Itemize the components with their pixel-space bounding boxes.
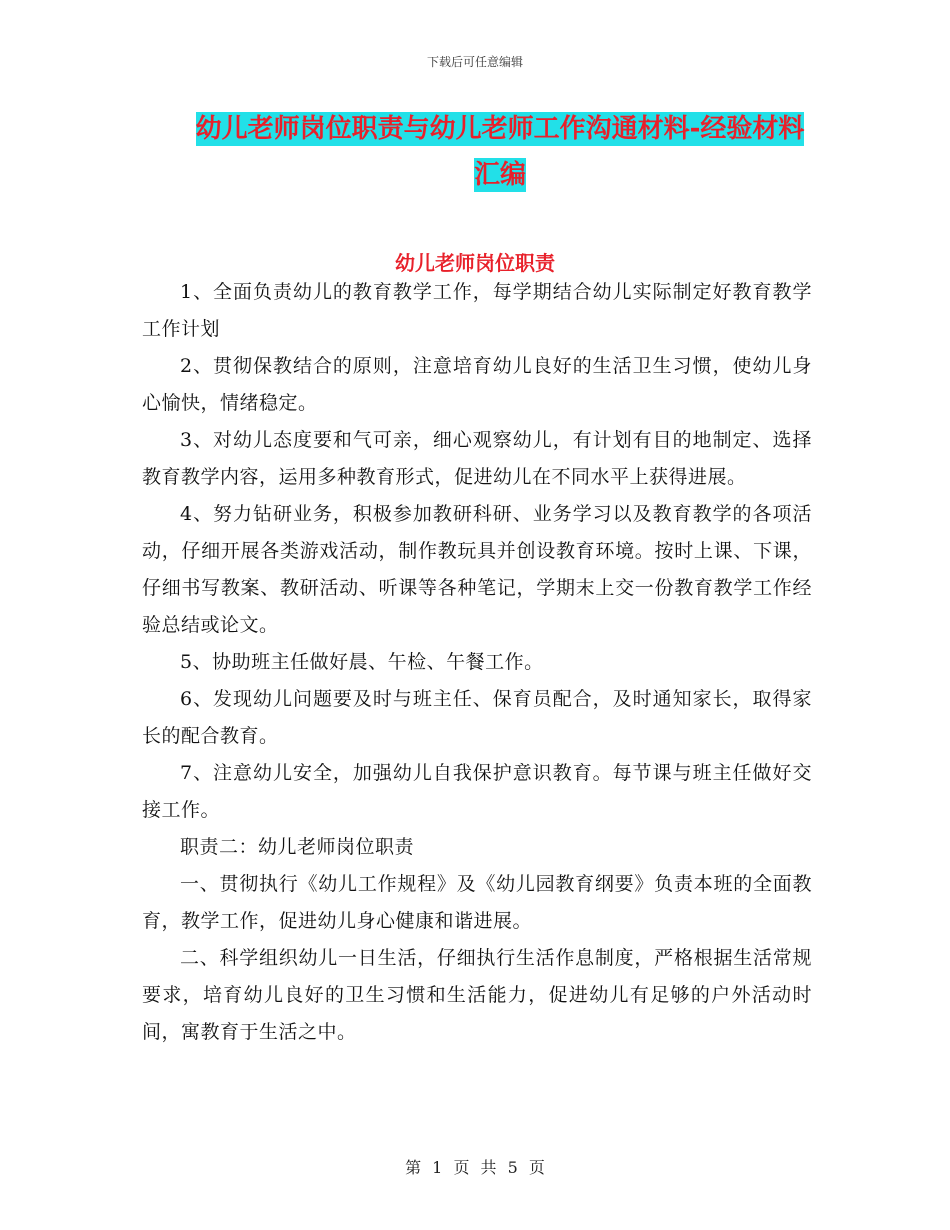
paragraph-6: 6、发现幼儿问题要及时与班主任、保育员配合，及时通知家长，取得家长的配合教育。: [142, 688, 812, 747]
paragraph-4: 4、努力钻研业务，积极参加教研科研、业务学习以及教育教学的各项活动，仔细开展各类游戏活动，制作教玩具并创设教育环境。按时上课、下课，仔细书写教案、教研活动、听课等各种笔记，学期末上交一份教育教学工作经验总结或论文。: [142, 503, 812, 636]
paragraph-10: 二、科学组织幼儿一日生活，仔细执行生活作息制度，严格根据生活常规要求，培育幼儿良好的卫生习惯和生活能力，促进幼儿有足够的户外活动时间，寓教育于生活之中。: [142, 947, 812, 1043]
paragraph-2: 2、贯彻保教结合的原则，注意培育幼儿良好的生活卫生习惯，使幼儿身心愉快，情绪稳定。: [142, 355, 812, 414]
paragraph-1: 1、全面负责幼儿的教育教学工作，每学期结合幼儿实际制定好教育教学工作计划: [142, 281, 812, 340]
paragraph-7: 7、注意幼儿安全，加强幼儿自我保护意识教育。每节课与班主任做好交接工作。: [142, 762, 812, 821]
page-number: 第 1 页 共 5 页: [405, 1158, 545, 1177]
header-note: 下载后可任意编辑: [426, 55, 523, 69]
document-title: [130, 106, 870, 198]
paragraph-8: 职责二：幼儿老师岗位职责: [180, 836, 415, 858]
document-title-line-1: 幼儿老师岗位职责与幼儿老师工作沟通材料-经验材料: [195, 114, 805, 144]
paragraph-5: 5、协助班主任做好晨、午检、午餐工作。: [180, 651, 544, 673]
paragraph-3: 3、对幼儿态度要和气可亲，细心观察幼儿，有计划有目的地制定、选择教育教学内容，运用多种教育形式，促进幼儿在不同水平上获得进展。: [142, 429, 812, 488]
section-title: 幼儿老师岗位职责: [395, 251, 555, 275]
document-title-line-2: 汇编: [473, 160, 526, 190]
paragraph-9: 一、贯彻执行《幼儿工作规程》及《幼儿园教育纲要》负责本班的全面教育，教学工作，促进幼儿身心健康和谐进展。: [142, 873, 812, 932]
document-body: [142, 274, 812, 1051]
